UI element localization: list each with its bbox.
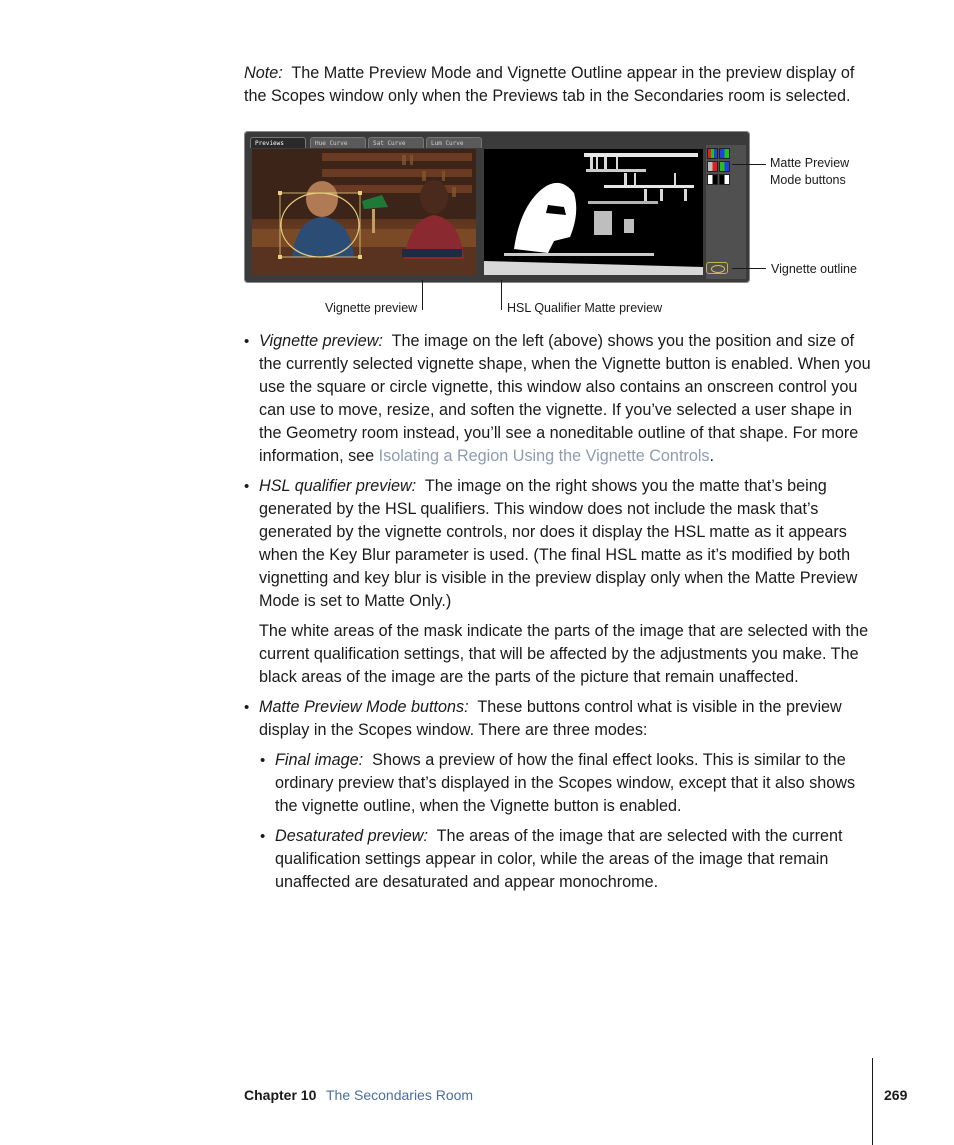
final-image-mode-button[interactable] [707,148,718,159]
bullet-lead: Vignette preview: [259,332,383,350]
sub-bullet-text: The areas of the image that are selected with the current qualification settings appear in color, while the areas of the image that remain unaffected are desaturated and appear monochrome. [275,827,843,891]
sub-bullet-lead: Desaturated preview: [275,827,428,845]
vignette-outline-button-wrap [706,262,730,276]
callout-line-vignette-outline [732,268,766,269]
matte-illustration [484,149,703,275]
vignette-scene-illustration [252,149,476,275]
bullet-vignette-preview [259,330,875,468]
callout-vignette-outline: Vignette outline [771,262,857,276]
tab-lum-curve[interactable]: Lum Curve [426,137,482,148]
footer-chapter: Chapter 10 [244,1087,317,1103]
callout-line-mode-buttons [732,164,766,165]
sub-bullet-final-image [275,749,875,818]
callout-hsl-qualifier-matte-preview: HSL Qualifier Matte preview [507,301,663,315]
hsl-matte-preview-image [484,149,703,275]
bullet-glyph: • [244,478,250,495]
bullet-glyph: • [244,333,250,350]
bullet-hsl-continuation: The white areas of the mask indicate the parts of the image that are selected with the current qualification settings, that will be affected by the adjustments you make. The black areas of the image are the parts of the picture that remain unaffected. [259,622,869,686]
vignette-controls-link[interactable]: Isolating a Region Using the Vignette Controls [378,447,710,465]
callout-matte-preview-mode-buttons: Matte Preview Mode buttons [770,156,850,187]
sub-bullet-text: Shows a preview of how the final effect looks. This is similar to the ordinary preview that’s displayed in the Scopes window, except that it also shows the vignette outline, when the Vignette button is enabled. [275,751,856,815]
desaturated-preview-mode-button[interactable] [707,161,718,172]
sub-bullet-glyph: • [260,828,266,845]
bullet-text-end: . [709,447,715,465]
page-number: 269 [884,1087,908,1103]
bullet-lead: Matte Preview Mode buttons: [259,698,469,716]
bullet-lead: HSL qualifier preview: [259,477,417,495]
matte-only-mode-button-alt[interactable] [719,174,730,185]
tab-previews[interactable]: Previews [250,137,306,148]
callout-line-vignette-preview [422,280,423,310]
callout-line-hsl-matte [501,280,502,310]
desaturated-preview-mode-button-alt[interactable] [719,161,730,172]
sub-bullet-glyph: • [260,752,266,769]
note-paragraph [244,62,874,108]
footer-chapter-title-link[interactable]: The Secondaries Room [326,1087,474,1103]
sub-bullet-desaturated-preview [275,825,875,894]
matte-mode-panel [706,145,746,279]
scopes-preview-figure [244,131,750,283]
bullet-matte-preview-mode-buttons [259,696,875,742]
preview-tab-bar [250,137,720,149]
bullet-glyph: • [244,699,250,716]
bullet-text: The image on the left (above) shows you the position and size of the currently selected vignette shape, when the Vignette button is enabled. When you use the square or circle vignette, this window also contains an onscreen control you can use to move, resize, and soften the vignette. If you’ve selected a user shape in the Geometry room instead, you’ll see a noneditable outline of that shape. For more information, see [259,332,871,465]
bullet-text: The image on the right shows you the matte that’s being generated by the HSL qualifiers. This window does not include the mask that’s generated by the vignette controls, nor does it display the HSL matte as it appears when the Key Blur parameter is used. (The final HSL matte as it’s modified by both vignetting and key blur is visible in the preview display only when the Matte Preview Mode is set to Matte Only.) [259,477,858,610]
callout-vignette-preview: Vignette preview [325,301,418,315]
matte-only-mode-button[interactable] [707,174,718,185]
tab-sat-curve[interactable]: Sat Curve [368,137,424,148]
final-image-mode-button-alt[interactable] [719,148,730,159]
bullet-hsl-qualifier-preview [259,475,875,613]
bullet-text: These buttons control what is visible in the preview display in the Scopes window. There are three modes: [259,698,842,739]
tab-hue-curve[interactable]: Hue Curve [310,137,366,148]
sub-bullet-lead: Final image: [275,751,364,769]
note-text: The Matte Preview Mode and Vignette Outline appear in the preview display of the Scopes window only when the Previews tab in the Secondaries room is selected. [244,64,855,105]
vignette-preview-image [252,149,476,275]
vignette-outline-button[interactable] [706,262,728,274]
note-label: Note: [244,64,283,82]
footer-divider [872,1058,873,1145]
